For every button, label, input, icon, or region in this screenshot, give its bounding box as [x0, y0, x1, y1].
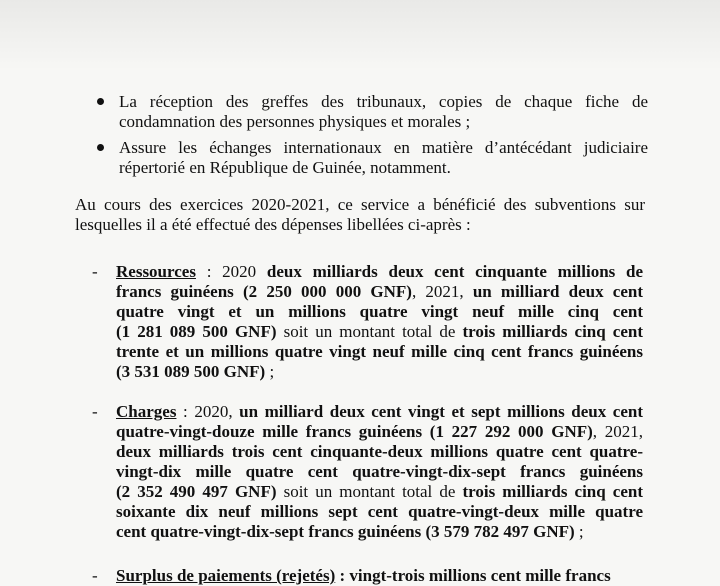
charges-line-6: soixante dix neuf millions sept cent quatre-vingt-deux mille quatre	[116, 502, 643, 521]
ressources-line-3: quatre vingt et un millions quatre vingt neuf mille cinq cent	[116, 302, 643, 321]
bullet-2-line-2: répertorié en République de Guinée, notamment.	[119, 158, 451, 177]
ressources-label: Ressources	[116, 262, 196, 281]
bullet-icon	[97, 144, 104, 151]
charges-line-5: (2 352 490 497 GNF) soit un montant total de trois milliards cinq cent	[116, 482, 643, 501]
ressources-line-4: (1 281 089 500 GNF) soit un montant total de trois milliards cinq cent	[116, 322, 643, 341]
list-dash: -	[92, 402, 98, 421]
bullet-icon	[97, 98, 104, 105]
bullet-1-line-1: La réception des greffes des tribunaux, copies de chaque fiche de	[119, 92, 648, 111]
ressources-line-6: (3 531 089 500 GNF) ;	[116, 362, 275, 381]
ressources-line-5: trente et un millions quatre vingt neuf mille cinq cent francs guinéens	[116, 342, 643, 361]
intro-line-2: lesquelles il a été effectué des dépenses libellées ci-après :	[75, 215, 471, 234]
charges-line-3: deux milliards trois cent cinquante-deux millions quatre cent quatre-	[116, 442, 643, 461]
charges-line-7: cent quatre-vingt-dix-sept francs guinéens (3 579 782 497 GNF) ;	[116, 522, 584, 541]
charges-line-4: vingt-dix mille quatre cent quatre-vingt-dix-sept francs guinéens	[116, 462, 643, 481]
charges-label: Charges	[116, 402, 177, 421]
list-dash: -	[92, 262, 98, 281]
surplus-label: Surplus de paiements (rejetés)	[116, 566, 336, 585]
charges-line-2: quatre-vingt-douze mille francs guinéens (1 227 292 000 GNF), 2021,	[116, 422, 643, 441]
ressources-line-1: Ressources : 2020 deux milliards deux cent cinquante millions de	[116, 262, 643, 281]
page-top-shadow	[0, 0, 720, 70]
bullet-2-line-1: Assure les échanges internationaux en matière d’antécédant judiciaire	[119, 138, 648, 157]
surplus-line-1: Surplus de paiements (rejetés) : vingt-trois millions cent mille francs	[116, 566, 611, 585]
intro-line-1: Au cours des exercices 2020-2021, ce service a bénéficié des subventions sur	[75, 195, 645, 214]
bullet-1-line-2: condamnation des personnes physiques et morales ;	[119, 112, 471, 131]
ressources-line-2: francs guinéens (2 250 000 000 GNF), 2021, un milliard deux cent	[116, 282, 644, 301]
list-dash: -	[92, 566, 98, 585]
charges-line-1: Charges : 2020, un milliard deux cent vingt et sept millions deux cent	[116, 402, 643, 421]
